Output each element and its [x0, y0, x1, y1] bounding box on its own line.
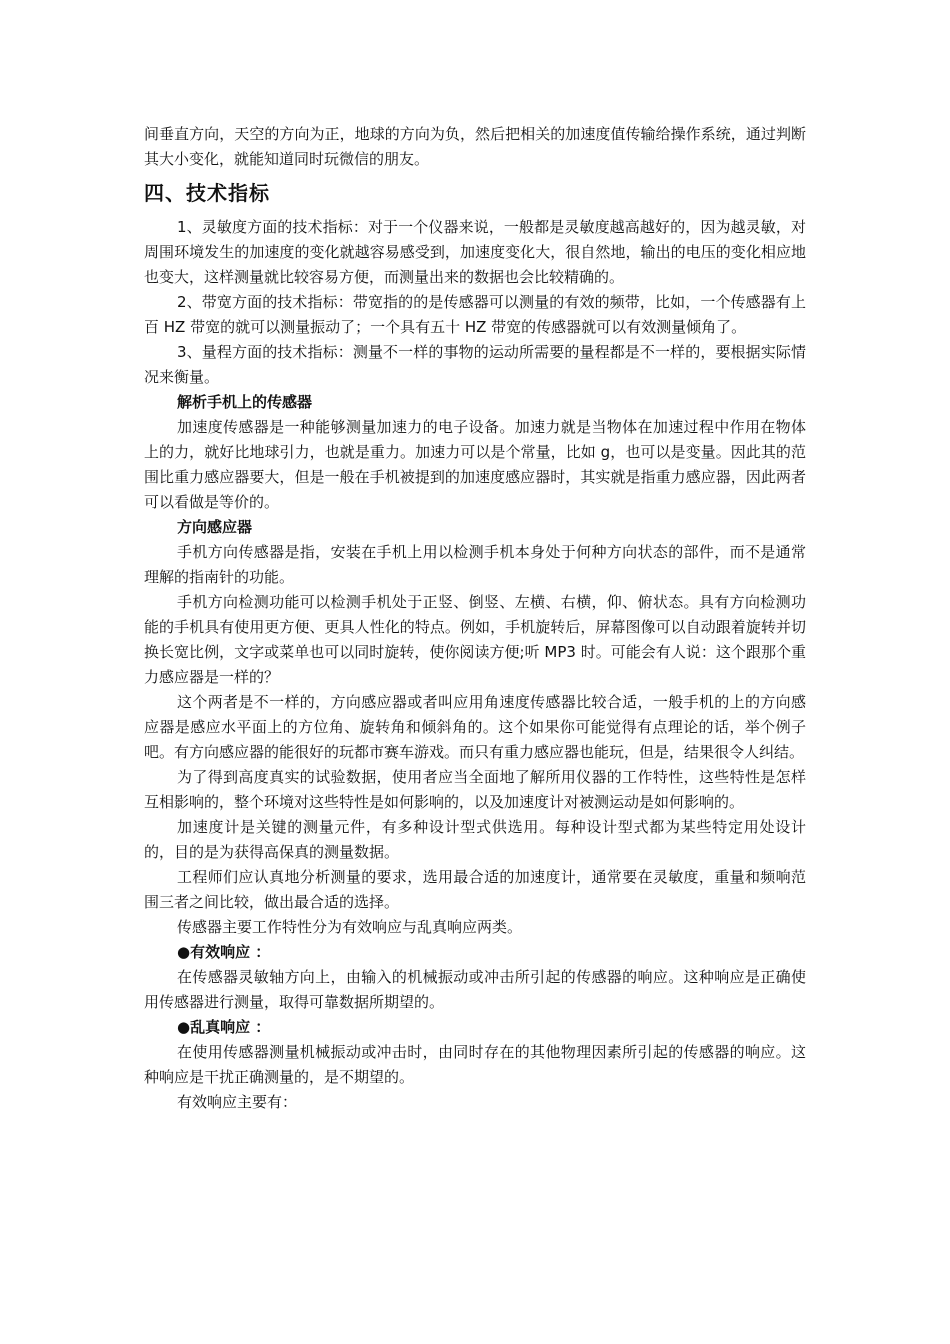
closing-line: 有效响应主要有： [177, 1093, 298, 1111]
spurious-response-paragraph: 在使用传感器测量机械振动或冲击时，由同时存在的其他物理因素所引起的传感器的响应。这种响应是干扰正确测量的，是不期望的。 [144, 1043, 806, 1086]
intro-paragraph: 间垂直方向，天空的方向为正，地球的方向为负，然后把相关的加速度值传输给操作系统，通过判断其大小变化，就能知道同时玩微信的朋友。 [144, 125, 806, 168]
tech-item-bandwidth: 2、带宽方面的技术指标：带宽指的的是传感器可以测量的有效的频带，比如，一个传感器有上百 HZ 带宽的就可以测量振动了；一个具有五十 HZ 带宽的传感器就可以有效测量倾角了。 [144, 293, 806, 336]
sub-heading-phone-sensors: 解析手机上的传感器 [177, 393, 313, 411]
orientation-paragraph: 这个两者是不一样的，方向感应器或者叫应用角速度传感器比较合适，一般手机的上的方向感应器是感应水平面上的方位角、旋转角和倾斜角的。这个如果你可能觉得有点理论的话，举个例子吧。有方向感应器的能很好的玩都市赛车游戏。而只有重力感应器也能玩，但是，结果很令人纠结。 [144, 693, 806, 761]
effective-response-paragraph: 在传感器灵敏轴方向上，由输入的机械振动或冲击所引起的传感器的响应。这种响应是正确使用传感器进行测量，取得可靠数据所期望的。 [144, 968, 806, 1011]
orientation-paragraph: 手机方向传感器是指，安装在手机上用以检测手机本身处于何种方向状态的部件，而不是通常理解的指南针的功能。 [144, 543, 806, 586]
sub-heading-spurious-response: ●乱真响应 ： [177, 1018, 271, 1036]
section-heading-tech-specs: 四、技术指标 [144, 181, 270, 205]
sub-heading-orientation-sensor: 方向感应器 [177, 518, 253, 536]
orientation-paragraph: 加速度计是关键的测量元件，有多种设计型式供选用。每种设计型式都为某些特定用处设计的，目的是为获得高保真的测量数据。 [144, 818, 806, 861]
sub-heading-effective-response: ●有效响应 ： [177, 943, 271, 961]
orientation-paragraph: 工程师们应认真地分析测量的要求，选用最合适的加速度计，通常要在灵敏度，重量和频响范围三者之间比较，做出最合适的选择。 [144, 868, 806, 911]
accelerometer-paragraph: 加速度传感器是一种能够测量加速力的电子设备。加速力就是当物体在加速过程中作用在物体上的力，就好比地球引力，也就是重力。加速力可以是个常量，比如 g，也可以是变量。因此其的范围比重力感应器要大，但是一般在手机被提到的加速度感应器时，其实就是指重力感应器，因此两者可以看做是等价的。 [144, 418, 806, 511]
orientation-paragraph: 为了得到高度真实的试验数据，使用者应当全面地了解所用仪器的工作特性，这些特性是怎样互相影响的，整个环境对这些特性是如何影响的，以及加速度计对被测运动是如何影响的。 [144, 768, 806, 811]
orientation-paragraph: 传感器主要工作特性分为有效响应与乱真响应两类。 [177, 918, 523, 936]
orientation-paragraph: 手机方向检测功能可以检测手机处于正竖、倒竖、左横、右横，仰、俯状态。具有方向检测功能的手机具有使用更方便、更具人性化的特点。例如，手机旋转后，屏幕图像可以自动跟着旋转并切换长宽比例，文字或菜单也可以同时旋转，使你阅读方便;听 MP3 时。可能会有人说：这个跟那个重力感应器是一样的？ [144, 593, 806, 686]
document-page [144, 122, 806, 1115]
tech-item-sensitivity: 1、灵敏度方面的技术指标：对于一个仪器来说，一般都是灵敏度越高越好的，因为越灵敏，对周围环境发生的加速度的变化就越容易感受到，加速度变化大，很自然地，输出的电压的变化相应地也变大，这样测量就比较容易方便，而测量出来的数据也会比较精确的。 [144, 218, 806, 286]
tech-item-range: 3、量程方面的技术指标：测量不一样的事物的运动所需要的量程都是不一样的，要根据实际情况来衡量。 [144, 343, 806, 386]
